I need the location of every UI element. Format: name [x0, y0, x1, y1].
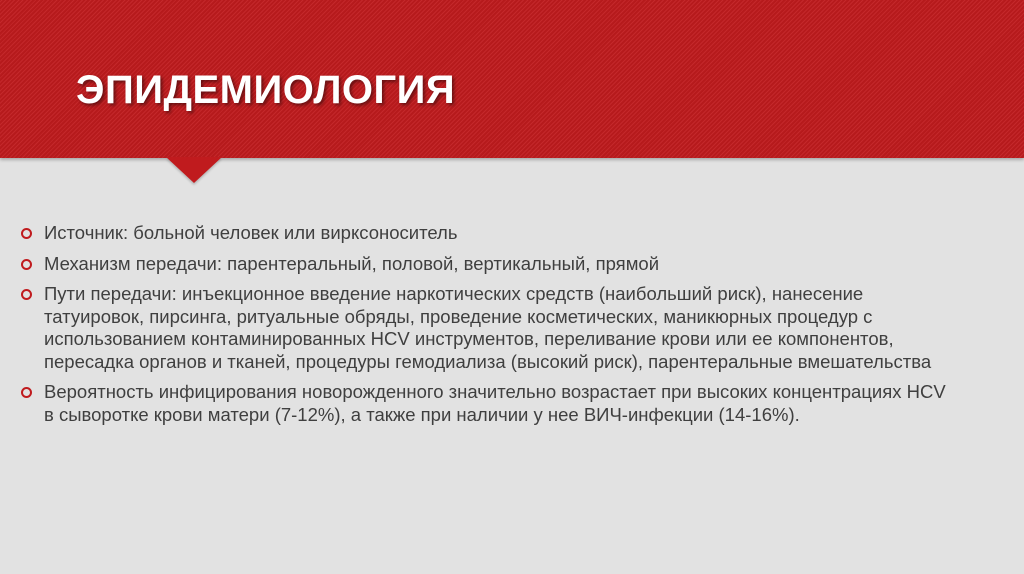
bullet-text: Вероятность инфицирования новорожденного значительно возрастает при высоких концентрациях HCV в сыворотке крови матери (7-12%), а также при наличии у нее ВИЧ-инфекции (14-16%). [44, 381, 946, 425]
bullet-text: Механизм передачи: парентеральный, половой, вертикальный, прямой [44, 252, 660, 274]
header-notch [166, 157, 222, 183]
slide-title: ЭПИДЕМИОЛОГИЯ [76, 68, 456, 112]
bullet-text: Источник: больной человек или вирксоноситель [44, 222, 458, 243]
bullet-item-mechanism [20, 253, 950, 276]
bullet-list [20, 222, 950, 434]
bullet-item-source [20, 222, 950, 245]
bullet-item-routes [20, 283, 950, 373]
bullet-text: Пути передачи: инъекционное введение наркотических средств (наибольший риск), нанесение татуировок, пирсинга, ритуальные обряды, проведение косметических, маникюрных процедур с использованием контаминированных HCV инструментов, переливание крови или ее компонентов, пересадка органов и тканей, процедуры гемодиализа (высокий риск), парентеральные вмешательства [44, 283, 932, 372]
circle-outline-icon [21, 387, 32, 398]
bullet-item-probability [20, 381, 950, 426]
circle-outline-icon [21, 289, 32, 300]
circle-outline-icon [21, 228, 32, 239]
circle-outline-icon [21, 259, 32, 270]
